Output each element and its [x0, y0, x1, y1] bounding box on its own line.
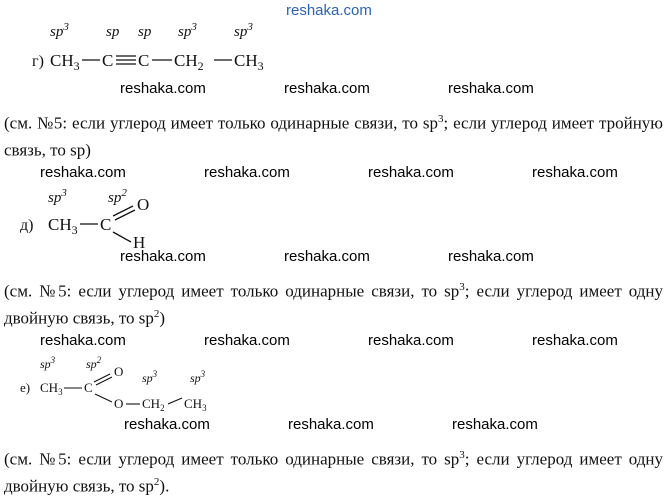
formula-e-hyb-1: $sp^3$	[40, 355, 56, 371]
formula-g-atom-2: C	[102, 51, 114, 70]
formula-e-label: е)	[20, 380, 31, 395]
watermark[interactable]: reshaka.com	[368, 332, 454, 349]
formula-g-atom-1: $CH_3$	[50, 51, 80, 73]
formula-e	[18, 354, 238, 414]
watermark[interactable]: reshaka.com	[120, 248, 206, 265]
formula-g-atom-4: $CH_2$	[174, 51, 204, 73]
watermark[interactable]: reshaka.com	[120, 80, 206, 97]
formula-d-atom-2: C	[100, 215, 112, 234]
watermark-top[interactable]: reshaka.com	[286, 2, 372, 19]
formula-e-atom-6: $CH_3$	[184, 396, 207, 413]
watermark[interactable]: reshaka.com	[124, 416, 210, 433]
watermark[interactable]: reshaka.com	[40, 164, 126, 181]
watermark[interactable]: reshaka.com	[448, 80, 534, 97]
formula-e-atom-1: $CH_3$	[40, 380, 63, 397]
formula-e-atom-2: C	[84, 380, 93, 395]
formula-g-hyb-1: $sp^3$	[50, 21, 69, 40]
formula-g-hyb-2: sp	[106, 24, 120, 40]
formula-d-label: д)	[20, 217, 34, 234]
formula-g-atom-3: C	[138, 51, 150, 70]
formula-d-atom-3: O	[137, 195, 150, 214]
watermark[interactable]: reshaka.com	[288, 416, 374, 433]
formula-d-atom-1: $CH_3$	[48, 215, 78, 237]
watermark[interactable]: reshaka.com	[368, 164, 454, 181]
formula-e-atom-3: O	[114, 364, 124, 379]
formula-e-hyb-4: $sp^3$	[190, 369, 206, 385]
formula-e-hyb-3: $sp^3$	[142, 369, 158, 385]
watermark[interactable]: reshaka.com	[532, 164, 618, 181]
explanation-3: (см. №5: если углерод имеет только одинарные связи, то $sp^3$; если углерод имеет одну двойную связь, то $sp^2$).	[4, 449, 663, 496]
formula-g	[28, 20, 288, 76]
formula-g-atom-5: $CH_3$	[234, 51, 264, 73]
formula-d-hyb-2: $sp^2$	[108, 187, 127, 206]
watermark[interactable]: reshaka.com	[204, 164, 290, 181]
watermark[interactable]: reshaka.com	[532, 332, 618, 349]
watermark[interactable]: reshaka.com	[204, 332, 290, 349]
formula-d-hyb-1: $sp^3$	[48, 187, 67, 206]
watermark[interactable]: reshaka.com	[40, 332, 126, 349]
formula-g-hyb-4: $sp^3$	[178, 21, 197, 40]
formula-d-atom-4: H	[133, 233, 146, 252]
formula-g-hyb-5: $sp^3$	[234, 21, 253, 40]
formula-e-hyb-2: $sp^2$	[86, 355, 102, 371]
formula-g-label: г)	[32, 53, 44, 70]
formula-d	[16, 186, 196, 252]
watermark[interactable]: reshaka.com	[284, 80, 370, 97]
watermark[interactable]: reshaka.com	[452, 416, 538, 433]
formula-e-atom-5: $CH_2$	[142, 396, 165, 413]
formula-e-atom-4: O	[114, 396, 124, 411]
formula-g-hyb-3: sp	[138, 24, 152, 40]
watermark[interactable]: reshaka.com	[284, 248, 370, 265]
explanation-1: (см. №5: если углерод имеет только одинарные связи, то $sp^3$; если углерод имеет тройную связь, то sp)	[4, 113, 663, 160]
explanation-2: (см. №5: если углерод имеет только одинарные связи, то $sp^3$; если углерод имеет одну двойную связь, то $sp^2$)	[4, 281, 663, 328]
watermark[interactable]: reshaka.com	[448, 248, 534, 265]
